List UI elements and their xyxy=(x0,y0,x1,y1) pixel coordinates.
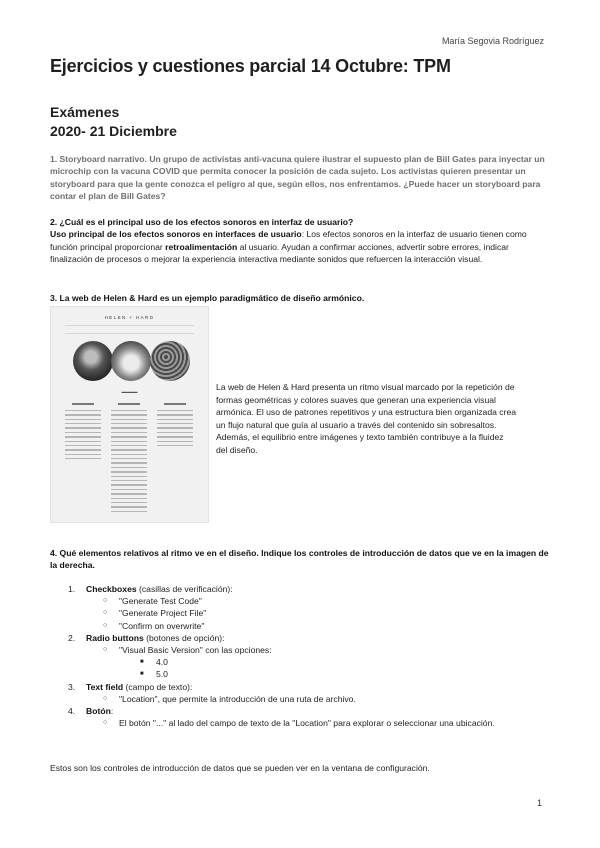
control-term: Botón xyxy=(86,706,111,717)
question-2-title: 2. ¿Cuál es el principal uso de los efectos sonoros en interfaz de usuario? xyxy=(50,217,354,227)
list-item: 2. Radio buttons (botones de opción): ○ "Visual Basic Version" con las opciones: ■ 4.0 ■ 5.0 xyxy=(50,632,550,681)
sub-item: ○ "Generate Test Code" xyxy=(86,595,550,607)
document-title: Ejercicios y cuestiones parcial 14 Octubre: TPM xyxy=(50,56,451,76)
question-1: 1. Storyboard narrativo. Un grupo de activistas anti-vacuna quiere ilustrar el supuesto plan de Bill Gates para inyectar un microchip con la vacuna COVID que permita conocer la posición de cada sujeto. Los activistas quieren presentar un storyboard para que la gente conozca el peligro al que, según ellos, nos enfrentamos. ¿Puede hacer un storyboard para contar el plan de Bill Gates? xyxy=(50,154,545,202)
list-item: 4. Botón: ○ El botón "..." al lado del campo de texto de la "Location" para explorar o seleccionar una ubicación. xyxy=(50,705,550,729)
site-image-circle xyxy=(111,341,151,381)
list-item: 1. Checkboxes (casillas de verificación): ○ "Generate Test Code" ○ "Generate Project File" ○ "Confirm on overwrite" xyxy=(50,583,550,632)
question-3-answer: La web de Helen & Hard presenta un ritmo visual marcado por la repetición de formas geométricas y colores suaves que generan una experiencia visual armónica. El uso de patrones repetitivos y una estructura bien organizada crea un flujo natural que guía al usuario a través del contenido sin sobresaltos. Además, el equilibrio entre imágenes y texto también contribuye a la fluidez del diseño. xyxy=(216,382,516,455)
list-item: 3. Text field (campo de texto): ○ "Location", que permite la introducción de una ruta de archivo. xyxy=(50,681,550,705)
site-text-column xyxy=(111,403,147,515)
sub-item: ○ "Location", que permite la introducción de una ruta de archivo. xyxy=(86,693,550,705)
option-item: ■ 5.0 xyxy=(119,668,550,680)
answer-2-part2: al usuario. Ayudan a confirmar acciones, advertir sobre errores, indicar finalización de procesos o mejorar la experiencia interactiva mediante sonidos que refuercen la interacción visual. xyxy=(50,241,509,265)
sub-item: ○ El botón "..." al lado del campo de texto de la "Location" para explorar o seleccionar una ubicación. xyxy=(86,717,550,729)
answer-2-keyword: retroalimentación xyxy=(165,241,238,252)
site-section-title: ▬▬▬▬ xyxy=(121,389,138,394)
answer-2-part1: : Los efectos sonoros en la interfaz de usuario tienen como función principal proporcionar xyxy=(50,229,527,252)
control-term: Checkboxes xyxy=(86,584,137,594)
control-term: Text field xyxy=(86,681,124,692)
helen-hard-screenshot xyxy=(50,306,209,523)
author-name: María Segovia Rodríguez xyxy=(441,36,544,46)
option-item: ■ 4.0 xyxy=(119,656,550,668)
answer-2-lead: Uso principal de los efectos sonoros en interfaces de usuario xyxy=(50,229,302,240)
control-term: Radio buttons xyxy=(86,632,144,643)
sub-item: ○ "Visual Basic Version" con las opciones: ■ 4.0 ■ 5.0 xyxy=(86,644,550,681)
question-4-title: 4. Qué elementos relativos al ritmo ve en el diseño. Indique los controles de introducción de datos que ve en la imagen de la derecha. xyxy=(50,548,549,571)
closing-text: Estos son los controles de introducción de datos que se pueden ver en la ventana de configuración. xyxy=(50,763,430,773)
question-2-block xyxy=(50,216,550,266)
site-text-column xyxy=(65,403,101,462)
sub-item: ○ "Generate Project File" xyxy=(86,607,550,619)
page-number: 1 xyxy=(536,798,542,808)
controls-list xyxy=(50,583,550,729)
sub-item: ○ "Confirm on overwrite" xyxy=(86,620,550,632)
site-nav-divider xyxy=(65,325,194,326)
site-image-circle xyxy=(150,341,190,381)
site-logo: HELEN + HARD xyxy=(104,315,155,320)
exams-heading: Exámenes xyxy=(50,104,120,120)
date-heading: 2020- 21 Diciembre xyxy=(50,123,177,139)
site-nav-divider xyxy=(65,333,194,334)
site-text-column xyxy=(157,403,193,449)
site-image-circle xyxy=(73,341,113,381)
question-3-title: 3. La web de Helen & Hard es un ejemplo paradigmático de diseño armónico. xyxy=(50,293,365,303)
question-2-answer xyxy=(50,228,550,265)
